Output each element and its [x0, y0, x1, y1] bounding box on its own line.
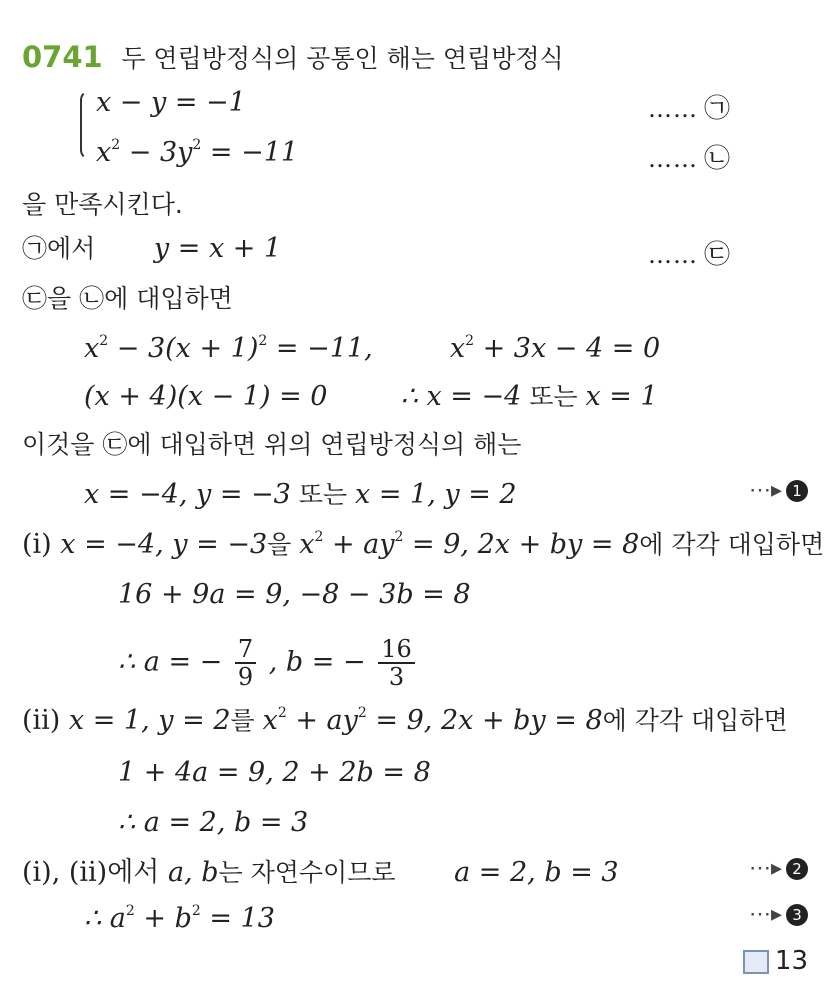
calc-line1: $x^2 - 3(x + 1)^2 = -11$, $x^2 + 3x - 4 = 0$: [84, 333, 661, 364]
fraction-16-3: $\frac{16}{3}$: [378, 636, 415, 690]
step-marker-3: ⋯▸ 3: [749, 902, 808, 927]
system-eq2-dots: …… ㉡: [648, 144, 732, 174]
step-marker-1: ⋯▸ 1: [749, 478, 808, 503]
case2-line: (ⅱ) x = 1, y = 2를 $x^2 + ay^2 = 9$, 2x + by = 8에 각각 대입하면: [22, 705, 788, 736]
step-marker-2: ⋯▸ 2: [749, 856, 808, 881]
system-eq2: $x^2 - 3y^2 = -11$: [96, 137, 299, 168]
problem-header: [22, 40, 564, 76]
calc-line2: (x + 4)(x − 1) = 0 ∴ x = −4 또는 x = 1: [84, 381, 658, 412]
step-from-eq1-dots: …… ㉢: [648, 240, 732, 270]
subst-text: ㉢을 ㉡에 대입하면: [22, 284, 233, 313]
case1-line: (ⅰ) x = −4, y = −3을 $x^2 + ay^2 = 9$, 2x + by = 8에 각각 대입하면: [22, 529, 825, 560]
case2-calc: 1 + 4a = 9, 2 + 2b = 8: [118, 757, 431, 788]
final-line: ∴ $a^2 + b^2 = 13$: [84, 903, 275, 934]
fraction-7-9: $\frac{7}{9}$: [235, 636, 256, 690]
answer-icon: [743, 950, 769, 974]
intro-text: 두 연립방정식의 공통인 해는 연립방정식: [121, 44, 564, 73]
step-from-eq1: ㉠에서 y = x + 1: [22, 233, 282, 264]
system-eq1-dots: …… ㉠: [648, 94, 732, 124]
satisfy-text: 을 만족시킨다.: [22, 190, 183, 219]
problem-number: 0741: [22, 40, 103, 74]
system-brace: [80, 90, 92, 160]
case1-result: ∴ a = − $\frac{7}{9}$ , b = − $\frac{16}{3}$: [118, 636, 419, 690]
case1-calc: 16 + 9a = 9, −8 − 3b = 8: [118, 579, 471, 610]
solutions-line: x = −4, y = −3 또는 x = 1, y = 2: [84, 479, 517, 510]
answer-value: 13: [774, 946, 808, 976]
back-subst-text: 이것을 ㉢에 대입하면 위의 연립방정식의 해는: [22, 430, 522, 459]
answer-badge: [743, 946, 808, 976]
system-eq1: x − y = −1: [96, 87, 246, 118]
case2-result: ∴ a = 2, b = 3: [118, 807, 309, 838]
conclusion-line: (ⅰ), (ⅱ)에서 a, b는 자연수이므로 a = 2, b = 3: [22, 857, 619, 888]
